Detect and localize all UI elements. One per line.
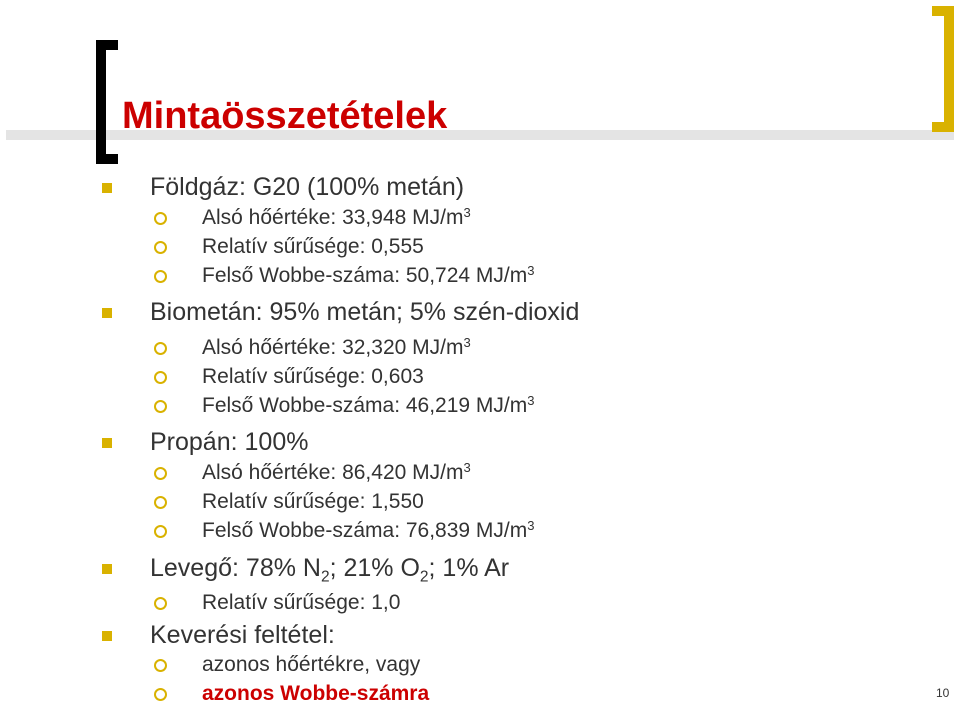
circle-bullet-icon	[154, 400, 167, 413]
list-item-highlight: azonos Wobbe-számra	[202, 682, 430, 705]
list-item: Relatív sűrűsége: 0,555	[202, 235, 424, 258]
circle-bullet-icon	[154, 688, 167, 701]
list-item: Relatív sűrűsége: 1,0	[202, 591, 401, 614]
right-bracket-decoration	[932, 6, 954, 132]
circle-bullet-icon	[154, 212, 167, 225]
left-bracket-decoration	[96, 40, 118, 164]
circle-bullet-icon	[154, 597, 167, 610]
list-item: Relatív sűrűsége: 1,550	[202, 490, 424, 513]
group-heading-biomethane: Biometán: 95% metán; 5% szén-dioxid	[150, 298, 580, 326]
circle-bullet-icon	[154, 371, 167, 384]
group-heading-air: Levegő: 78% $N_2$; 21% $O_2$; 1% Ar	[150, 554, 510, 586]
group-heading-mixing-condition: Keverési feltétel:	[150, 621, 335, 649]
circle-bullet-icon	[154, 241, 167, 254]
list-item: Felső Wobbe-száma: 76,839 $MJ/m^3$	[202, 517, 535, 542]
circle-bullet-icon	[154, 467, 167, 480]
group-heading-propane: Propán: 100%	[150, 428, 309, 456]
circle-bullet-icon	[154, 659, 167, 672]
square-bullet-icon	[102, 183, 112, 193]
circle-bullet-icon	[154, 496, 167, 509]
circle-bullet-icon	[154, 270, 167, 283]
circle-bullet-icon	[154, 525, 167, 538]
list-item: Felső Wobbe-száma: 50,724 $MJ/m^3$	[202, 262, 535, 287]
list-item: Relatív sűrűsége: 0,603	[202, 365, 424, 388]
list-item: Alsó hőértéke: 86,420 $MJ/m^3$	[202, 459, 471, 484]
square-bullet-icon	[102, 308, 112, 318]
square-bullet-icon	[102, 631, 112, 641]
list-item: Alsó hőértéke: 32,320 $MJ/m^3$	[202, 334, 471, 359]
circle-bullet-icon	[154, 342, 167, 355]
list-item: azonos hőértékre, vagy	[202, 653, 421, 676]
square-bullet-icon	[102, 438, 112, 448]
list-item: Felső Wobbe-száma: 46,219 $MJ/m^3$	[202, 392, 535, 417]
square-bullet-icon	[102, 564, 112, 574]
slide-title: Mintaösszetételek	[122, 95, 448, 137]
page-number: 10	[936, 686, 950, 700]
list-item: Alsó hőértéke: 33,948 $MJ/m^3$	[202, 204, 471, 229]
group-heading-natural-gas: Földgáz: G20 (100% metán)	[150, 173, 465, 201]
